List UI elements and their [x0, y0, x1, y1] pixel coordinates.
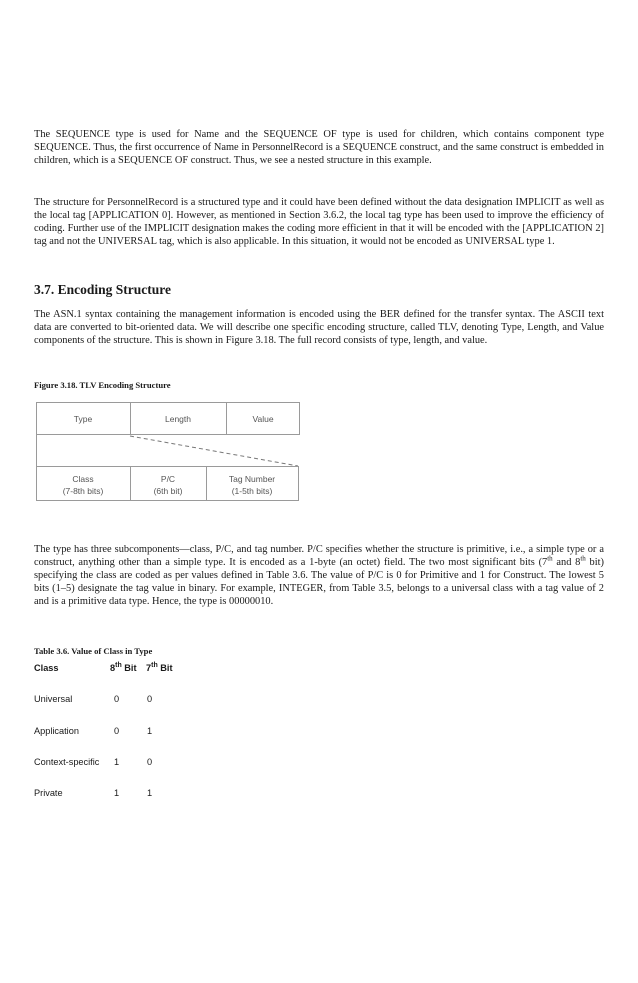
type-label: Type: [73, 414, 93, 424]
section-heading: 3.7. Encoding Structure: [34, 282, 172, 297]
table-row-class: Universal: [34, 694, 73, 704]
class-label: Class: [72, 474, 94, 484]
table-row-7th-bit: 0: [147, 694, 153, 704]
table-header-class: Class: [34, 663, 59, 673]
paragraph-type-subcomponents: The type has three subcomponents—class, P/C, and tag number. P/C specifies whether the structure is primitive, i.e., a simple type or a construct, anything other than a simple type. It is encoded as a 1-byte (an octet) field. The two most significant bits (7th and 8th bit) specifying the class are coded as per values defined in Table 3.6. The value of P/C is 0 for Primitive and 1 for Construct. The lowest 5 bits (1–5) designate the tag value in binary. For example, INTEGER, from Table 3.5, belongs to a universal class with a tag value of 2 and is a primitive data type. Hence, the type is 00000010.: [34, 544, 604, 607]
class-bits-label: (7-8th bits): [62, 486, 104, 496]
table-row-8th-bit: 1: [114, 757, 120, 767]
table-row-8th-bit: 0: [114, 726, 120, 736]
paragraph-personnel-record: The structure for PersonnelRecord is a structured type and it could have been defined without the data designation IMPLICIT as well as the local tag [APPLICATION 0]. However, as mentioned in Section 3.6.2, the local tag type has been used to improve the efficiency of coding. Further use of the IMPLICIT designation makes the coding more efficient in that it will be encoded with the [APPLICATION 2] tag and not the UNIVERSAL tag, which is also applicable. In this situation, it would not be encoded as UNIVERSAL type 1.: [34, 197, 604, 247]
table-row-7th-bit: 0: [147, 757, 153, 767]
table-header-8th-bit: 8th Bit: [110, 661, 137, 673]
paragraph-sequence: The SEQUENCE type is used for Name and the SEQUENCE OF type is used for children, which contains component type SEQUENCE. Thus, the first occurrence of Name in PersonnelRecord is a SEQUENCE construct, and the same construct is embedded in children, which is a SEQUENCE OF construct. Thus, we see a nested structure in this example.: [34, 129, 604, 166]
table-row-class: Context-specific: [34, 757, 100, 767]
table-row-8th-bit: 0: [114, 694, 120, 704]
length-label: Length: [165, 414, 191, 424]
value-label: Value: [252, 414, 274, 424]
figure-caption: Figure 3.18. TLV Encoding Structure: [34, 380, 171, 390]
table-row-7th-bit: 1: [147, 726, 153, 736]
table-row-8th-bit: 1: [114, 788, 120, 798]
table-header-7th-bit: 7th Bit: [146, 661, 173, 673]
tag-number-bits-label: (1-5th bits): [231, 486, 273, 496]
paragraph-encoding: The ASN.1 syntax containing the management information is encoded using the BER defined for the transfer syntax. The ASCII text data are converted to bit-oriented data. We will describe one specific encoding structure, called TLV, denoting Type, Length, and Value components of the structure. This is shown in Figure 3.18. The full record consists of type, length, and value.: [34, 309, 604, 346]
pc-label: P/C: [160, 474, 176, 484]
table-row-class: Application: [34, 726, 79, 736]
pc-bits-label: (6th bit): [153, 486, 183, 496]
tag-number-label: Tag Number: [228, 474, 276, 484]
table-caption: Table 3.6. Value of Class in Type: [34, 646, 153, 656]
table-row-class: Private: [34, 788, 63, 798]
table-row-7th-bit: 1: [147, 788, 153, 798]
tlv-figure: [36, 402, 306, 522]
